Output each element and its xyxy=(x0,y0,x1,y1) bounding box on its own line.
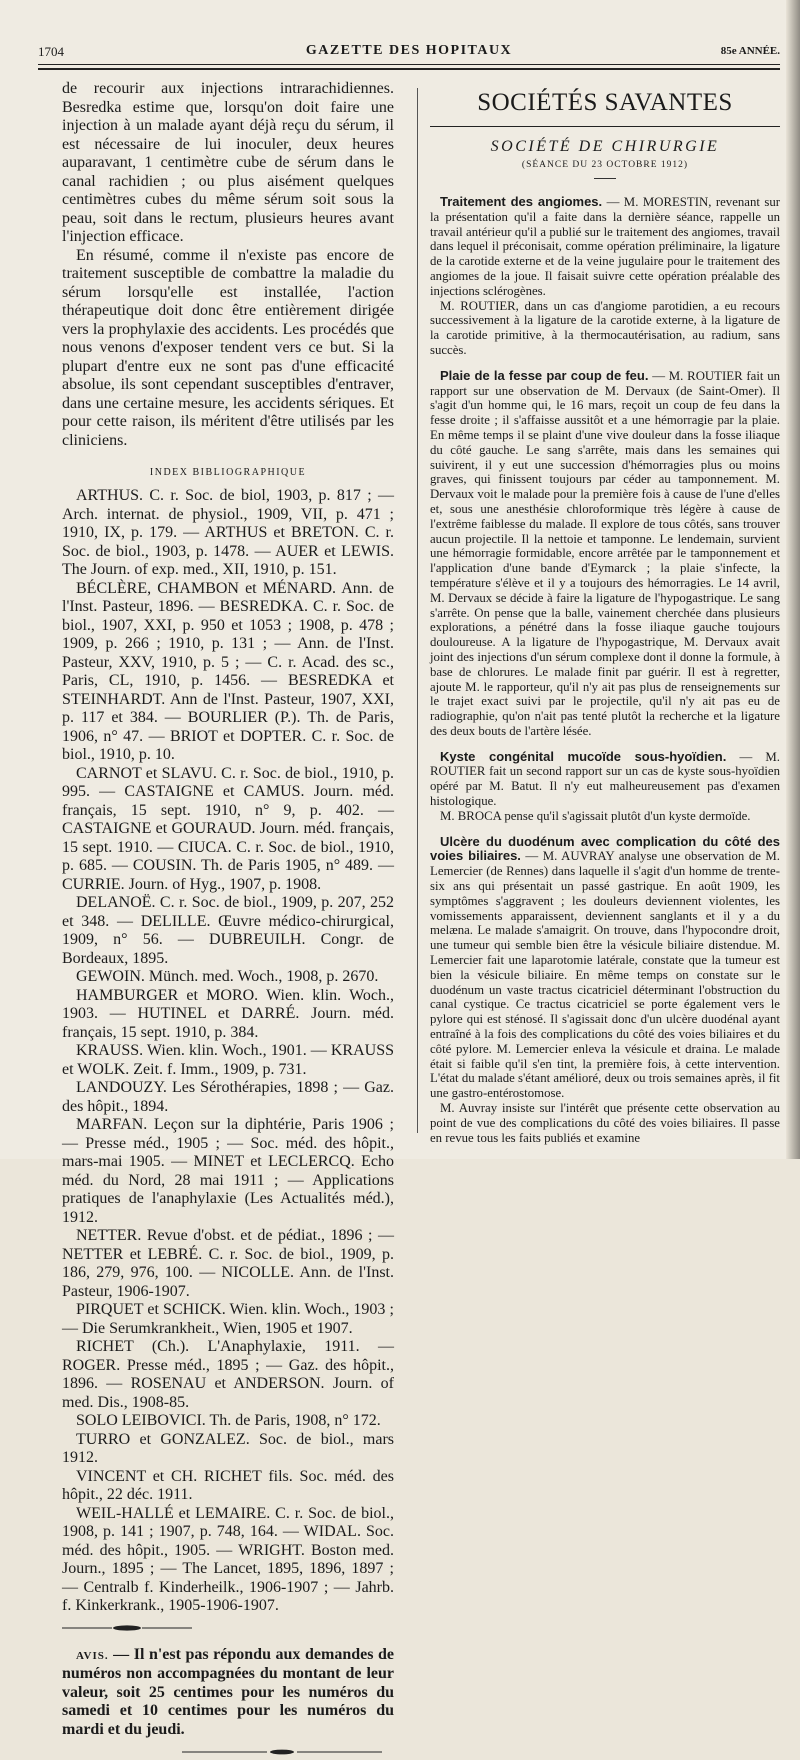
left-column xyxy=(62,80,394,1760)
reference-entry: RICHET (Ch.). L'Anaphylaxie, 1911. — ROGER. Presse méd., 1895 ; — Gaz. des hôpit., 1896. — ROSENAU et ANDERSON. Journ. of med. Dis., 1908-85. xyxy=(62,1338,394,1411)
reference-entry: VINCENT et CH. RICHET fils. Soc. méd. des hôpit., 22 déc. 1911. xyxy=(62,1467,394,1503)
reference-entry: NETTER. Revue d'obst. et de pédiat., 1896 ; — NETTER et LEBRÉ. C. r. Soc. de biol., 1909, p. 186, 279, 976, 100. — NICOLLE. Ann. de l'Inst. Pasteur, 1906-1907. xyxy=(62,1227,394,1300)
ornament-divider xyxy=(62,1625,192,1631)
avis-text: — Il n'est pas répondu aux demandes de numéros non accompagnées du montant de leur valeur, soit 25 centimes pour les numéros du samedi et 10 centimes pour les numéros du mardi et du jeudi. xyxy=(62,1645,394,1738)
right-column xyxy=(430,88,780,1145)
article-lead-paragraph xyxy=(430,369,780,739)
journal-title: GAZETTE DES HOPITAUX xyxy=(305,43,513,58)
reference-entry: TURRO et GONZALEZ. Soc. de biol., mars 1912. xyxy=(62,1430,394,1466)
reference-entry: SOLO LEIBOVICI. Th. de Paris, 1908, n° 172. xyxy=(76,1412,381,1429)
article-text: — M. AUVRAY analyse une observation de M. Lemercier (de Rennes) dans laquelle il s'agit d'un homme de trente-six ans qui présentait un passé gastrique. En août 1909, les symptômes s'aggravent ; les douleurs deviennent violentes, les vomissements apparaissent, deviennent sanglants et il y a du melæna. Le malade s'amaigrit. On trouve, dans l'hypocondre droit, une tumeur qui semble bien être la vésicule biliaire distendue. M. Lemercier fait une laparotomie latérale, constate que la tumeur est bien la vésicule biliaire. En même temps on constate sur le duodénum un vaste tractus cicatriciel déterminant l'obstruction du canal cystique. Ce tractus cicatriciel se porte également vers le pylore qui est sténosé. Il s'agissait donc d'un ulcère duodénal ayant entraîné à la fois des complications du côté des voies biliaires et du côté pylore. M. Lemercier enleva la vésicule et draina. Le malade était si faible qu'il s'en tint, la première fois, à cette intervention. L'état du malade s'étant amélioré, deux ou trois semaines après, il fit une gastro-entérostomose. xyxy=(430,849,780,1101)
page-header xyxy=(38,40,780,62)
index-title: INDEX BIBLIOGRAPHIQUE xyxy=(149,467,307,478)
article-paragraph: M. ROUTIER, dans un cas d'angiome parotidien, a eu recours successivement à la ligature de la carotide externe, à la ligature de la carotide primitive, à la thermocautérisation, au radium, sans succès. xyxy=(430,298,780,357)
reference-entry: BÉCLÈRE, CHAMBON et MÉNARD. Ann. de l'Inst. Pasteur, 1896. — BESREDKA. C. r. Soc. de biol., 1907, XXI, p. 950 et 1053 ; 1908, p. 478 ; 1909, p. 266 ; 1910, p. 131 ; — Ann. de l'Inst. Pasteur, XXV, 1910, p. 5 ; — C. r. Acad. des sc., Paris, CL, 1910, p. 1456. — BESREDKA et STEINHARDT. Ann de l'Inst. Pasteur, 1907, XXI, p. 117 et 384. — BOURLIER (P.). Th. de Paris, 1906, n° 47. — BRIOT et DOPTER. C. r. Soc. de biol., 1910, p. 10. xyxy=(62,579,394,763)
reference-entry: PIRQUET et SCHICK. Wien. klin. Woch., 1903 ; — Die Serumkrankheit., Wien, 1905 et 1907. xyxy=(62,1301,394,1337)
article-heading: Kyste congénital mucoïde sous-hyoïdien. xyxy=(440,748,727,764)
reference-entry: GEWOIN. Münch. med. Woch., 1908, p. 2670. xyxy=(76,968,379,985)
reference-entry: DELANOË. C. r. Soc. de biol., 1909, p. 207, 252 et 348. — DELILLE. Œuvre médico-chirurgical, 1909, n° 56. — DUBREUILH. Congr. de Bordeaux, 1895. xyxy=(62,894,394,967)
ornament-divider-bottom xyxy=(182,1749,382,1755)
column-divider xyxy=(417,88,418,1133)
reference-entry: MARFAN. Leçon sur la diphtérie, Paris 1906 ; — Presse méd., 1905 ; — Soc. méd. des hôpit., mars-mai 1905. — MINET et LECLERCQ. Echo méd. du Nord, 28 mai 1911 ; — Applications pratiques de l'anaphylaxie (Les Actualités méd.), 1912. xyxy=(62,1116,394,1226)
reference-entry: LANDOUZY. Les Sérothérapies, 1898 ; — Gaz. des hôpit., 1894. xyxy=(62,1079,394,1115)
article-heading: Traitement des angiomes. xyxy=(440,194,603,209)
article-text: — M. ROUTIER fait un second rapport sur un cas de kyste sous-hyoïdien opéré par M. Batut. Il n'y eut malheureusement pas d'examen histologique. xyxy=(430,749,780,809)
volume-year: 85e ANNÉE. xyxy=(720,45,780,57)
reference-entry: HAMBURGER et MORO. Wien. klin. Woch., 1903. — HUTINEL et DARRÉ. Journ. méd. français, 15 sept. 1910, p. 384. xyxy=(62,986,394,1041)
reference-entry: ARTHUS. C. r. Soc. de biol, 1903, p. 817 ; — Arch. internat. de physiol., 1909, VII, p. 471 ; 1910, IX, p. 179. — ARTHUS et BRETON. C. r. Soc. de biol., 1903, p. 1478. — AUER et LEWIS. The Journ. of exp. med., XII, 1910, p. 151. xyxy=(62,487,394,578)
short-rule xyxy=(594,178,616,179)
article-heading: Plaie de la fesse par coup de feu. xyxy=(440,367,649,383)
article-text: — M. MORESTIN, revenant sur la présentation qu'il a faite dans la dernière séance, rappelle un travail antérieur qu'il a publié sur le traitement des angiomes, travail dans lequel il préconisait, comme opération préliminaire, la ligature de la carotide externe et de la veine jugulaire pour le traitement des angiomes de la joue. Il faisait suivre cette opération préalable des injections sclérogènes. xyxy=(430,195,780,298)
section-rule xyxy=(430,126,780,127)
article-paragraph: de recourir aux injections intrarachidiennes. Besredka estime que, lorsqu'on doit faire une injection à un malade ayant déjà reçu du sérum, il est nécessaire de lui inoculer, deux heures auparavant, 1 centimètre cube de sérum dans le canal rachidien ; ou plus aisément quelques centimètres cubes du même sérum soit sous la peau, soit dans le rectum, plusieurs heures avant l'injection efficace. xyxy=(62,80,394,245)
header-rule-thin xyxy=(38,64,780,65)
header-rule-thick xyxy=(38,68,780,70)
article-lead-paragraph xyxy=(430,195,780,299)
article-lead-paragraph xyxy=(430,835,780,1101)
reference-entry: KRAUSS. Wien. klin. Woch., 1901. — KRAUSS et WOLK. Zeit. f. Imm., 1909, p. 731. xyxy=(62,1042,394,1078)
article-lead-paragraph xyxy=(430,750,780,809)
article-paragraph: M. Auvray insiste sur l'intérêt que présente cette observation au point de vue des complications du côté des voies biliaires. Il passe en revue tous les faits publiés et examine xyxy=(430,1101,780,1145)
page-number: 1704 xyxy=(38,44,64,59)
page-edge-shadow xyxy=(786,0,800,1159)
reference-list xyxy=(62,487,394,1616)
article-heading: Ulcère du duodénum avec complication du côté des voies biliaires. xyxy=(430,833,780,864)
session-date: (SÉANCE DU 23 OCTOBRE 1912) xyxy=(521,160,689,170)
articles xyxy=(430,195,780,1145)
reference-entry: WEIL-HALLÉ et LEMAIRE. C. r. Soc. de biol., 1908, p. 141 ; 1907, p. 748, 164. — WIDAL. Soc. méd. des hôpit., 1905. — WRIGHT. Boston med. Journ., 1895 ; — The Lancet, 1895, 1896, 1897 ; — Centralb f. Kinderheilk., 1906-1907 ; — Jahrb. f. Kinkerkrank., 1905-1906-1907. xyxy=(62,1504,394,1614)
section-title: SOCIÉTÉS SAVANTES xyxy=(477,89,733,116)
article-text: — M. ROUTIER fait un rapport sur une observation de M. Dervaux (de Saint-Omer). Il s'agit d'un homme qui, le 16 mars, reçoit un coup de feu dans la fesse droite ; il s'affaisse aussitôt et a une hémorragie par la plaie. En même temps il se plaint d'une vive douleur dans la fosse iliaque du côté gauche. Le sang s'arrête, mais dans les semaines qui suivirent, il y eut une succession d'hémorragies plus ou moins graves, qui finissent toujours par céder au tamponnement. M. Dervaux voit le malade pour la première fois à cause de l'une d'elles et, sous une anesthésie chloroformique très légère à cause de l'extrême faiblesse du malade. Il explore de tous côtés, sans trouver aucun projectile. Il la nettoie et tamponne. Le lendemain, survient une hémorragie formidable, encore arrêtée par le tamponnement et l'application d'une bande d'Eymarck ; la plaie s'infecte, la température s'élève et il y a toujours des hémorragies. Le 14 avril, M. Dervaux se décide à faire la ligature de l'hypogastrique. Le sang s'arrête. On pense que la balle, vainement cherchée dans plusieurs explorations, a pénétré dans la fosse iliaque gauche toujours douloureuse. A la ligature de l'hypogastrique, M. Dervaux avait joint des injections d'un sérum complexe dont il donne la formule, à base de chlorures. Le malade finit par guérir. Il est à regretter, ajoute M. le rapporteur, qu'il n'y ait pas plus de renseignements sur le trajet exact suivi par le projectile, qu'il n'y ait pas eu de radiographie, qu'on n'ait pas tenté plutôt la recherche et la ligature des deux bouts de l'artère lésée. xyxy=(430,368,780,738)
society-name: SOCIÉTÉ DE CHIRURGIE xyxy=(490,138,720,155)
reference-entry: CARNOT et SLAVU. C. r. Soc. de biol., 1910, p. 995. — CASTAIGNE et CAMUS. Journ. méd. français, 15 sept. 1910, n° 9, p. 402. — CASTAIGNE et GOURAUD. Journ. méd. français, 15 sept. 1910. — CIUCA. C. r. Soc. de biol., 1910, p. 685. — COUSIN. Th. de Paris 1905, n° 489. — CURRIE. Journ. of Hyg., 1907, p. 1908. xyxy=(62,764,394,893)
article-paragraph: M. BROCA pense qu'il s'agissait plutôt d'un kyste dermoïde. xyxy=(440,808,751,823)
avis-notice xyxy=(62,1646,394,1740)
avis-label: AVIS. xyxy=(76,1649,109,1662)
article-paragraph: En résumé, comme il n'existe pas encore de traitement susceptible de combattre la maladie du sérum lorsqu'elle est installée, l'action thérapeutique doit donc être entièrement dirigée vers la prophylaxie des accidents. Les procédés que nous venons d'exposer tendent vers ce but. Si la plupart d'entre eux ne sont pas d'une efficacité absolue, ils sont cependant susceptibles d'entraver, dans une certaine mesure, les accidents sériques. Et pour cette raison, ils méritent d'être utilisés par les cliniciens. xyxy=(62,246,394,449)
